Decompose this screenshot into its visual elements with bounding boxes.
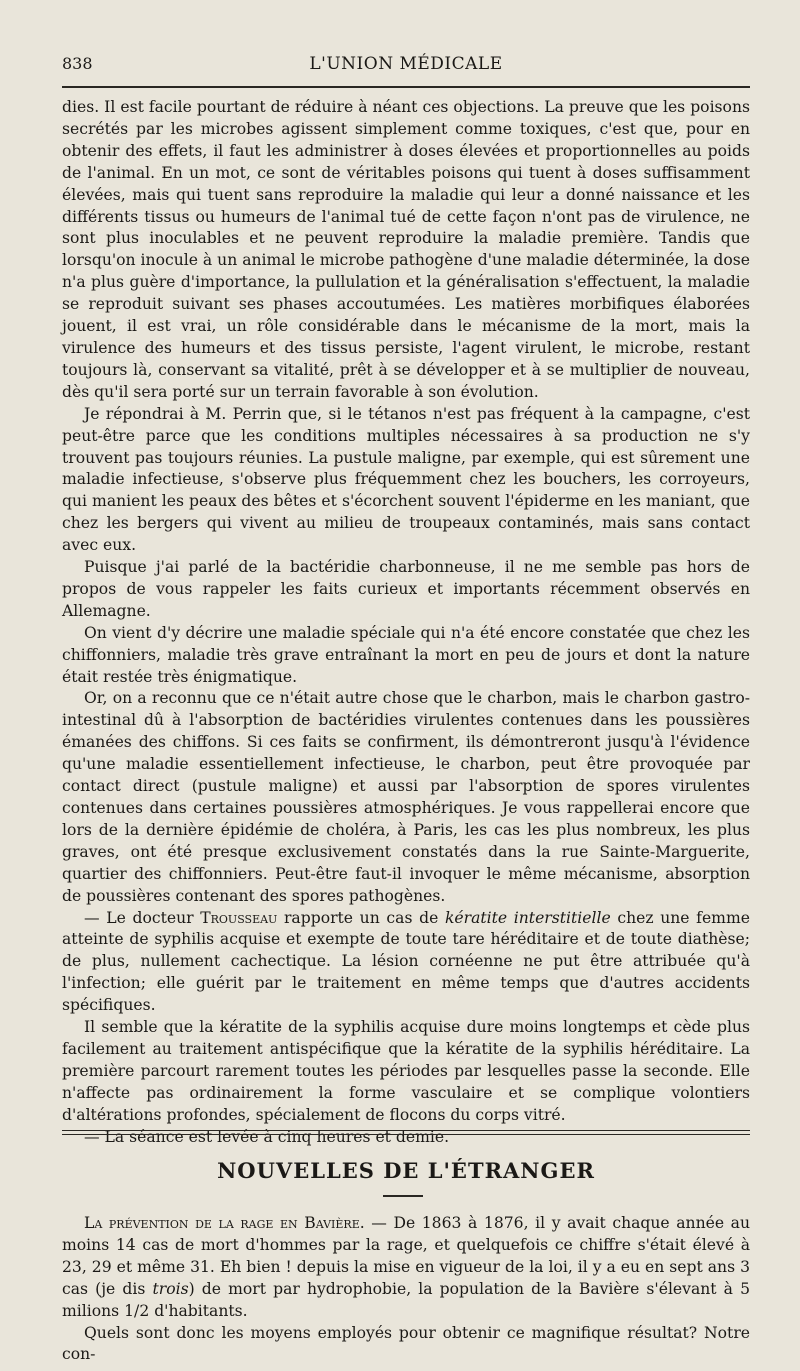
paragraph: — La séance est levée à cinq heures et demie. [84,1127,450,1146]
paragraph: On vient d'y décrire une maladie spéciale qui n'a été encore constatée que chez les chiffonniers, maladie très grave entraînant la mort en peu de jours et dont la nature était restée très énigmatique. [62,623,750,686]
paragraph [62,908,750,1018]
paragraph: Quels sont donc les moyens employés pour obtenir ce magnifique résultat? Notre con- [62,1323,750,1364]
emphasis: kératite interstitielle [444,908,611,927]
paragraph: Or, on a reconnu que ce n'était autre chose que le charbon, mais le charbon gastro-intestinal dû à l'absorption de bactéridies virulentes contenues dans les poussières émanées des chiffons. Si ces faits se confirment, ils démontreront jusqu'à l'évidence qu'une maladie essentiellement infectieuse, le charbon, peut être provoquée par contact direct (pustule maligne) et aussi par l'absorption de spores virulentes contenues dans certaines poussières atmosphériques. Je vous rappellerai encore que lors de la dernière épidémie de choléra, à Paris, les cas les plus nombreux, les plus graves, ont été presque exclusivement constatés dans la rue Sainte-Marguerite, quartier des chiffonniers. Peut-être faut-il invoquer le même mécanisme, absorption de poussières contenant des spores pathogènes. [62,689,750,905]
section-separator [62,1130,750,1135]
emphasis: trois [152,1279,189,1298]
section-title: NOUVELLES DE L'ÉTRANGER [217,1158,595,1183]
text-run: rapporte un cas de [277,908,445,927]
paragraph: Il semble que la kératite de la syphilis acquise dure moins longtemps et cède plus facilement au traitement antispécifique que la kératite de la syphilis héréditaire. La première parcourt rarement toutes les périodes par lesquelles passe la seconde. Elle n'affecte pas ordinairement la forme vasculaire et se complique volontiers d'altérations profondes, spécialement de flocons du corps vitré. [62,1018,750,1124]
text-run: — De 1863 à 1876, il y avait chaque année au moins 14 cas de mort d'hommes par la rage, et quelquefois ce chiffre s'était élevé à 23, 29 et même 31. Eh bien ! depuis la mise en vigueur de la loi, il y a eu en sept ans 3 cas (je dis [62,1214,751,1298]
paragraph: dies. Il est facile pourtant de réduire à néant ces objections. La preuve que les poisons secrétés par les microbes agissent simplement comme toxiques, c'est que, pour en obtenir des effets, il faut les administrer à doses élevées et proportionnelles au poids de l'animal. En un mot, ce sont de véritables poisons qui tuent à doses suffisamment élevées, mais qui tuent sans reproduire la maladie qui leur a donné naissance et les différents tissus ou humeurs de l'animal tué de cette façon n'ont pas de virulence, ne sont plus inoculables et ne peuvent reproduire la maladie première. Tandis que lorsqu'on inocule à un animal le microbe pathogène d'une maladie déterminée, la dose n'a plus guère d'importance, la pullulation et la généralisation s'effectuent, la maladie se reproduit suivant ses phases accoutumées. Les matières morbifiques élaborées jouent, il est vrai, un rôle considérable dans le mécanisme de la mort, mais la virulence des humeurs et des tissus persiste, l'agent virulent, le microbe, restant toujours là, conservant sa vitalité, prêt à se développer et à se multiplier de nouveau, dès qu'il sera porté sur un terrain favorable à son évolution. [62,98,750,401]
paragraph: Puisque j'ai parlé de la bactéridie charbonneuse, il ne me semble pas hors de propos de vous rappeler les faits curieux et importants récemment observés en Allemagne. [62,558,750,620]
text-run: chez une femme atteinte de syphilis acquise et exempte de toute tare héréditaire et de toute diathèse; de plus, nullement cachectique. La lésion cornéenne ne put être attribuée qu'à l'infection; elle guérit par le traitement en même temps que d'autres accidents spécifiques. [62,908,750,1015]
article-body [62,97,750,1149]
text-run: — Le docteur [84,908,201,927]
paragraph: Je répondrai à M. Perrin que, si le tétanos n'est pas fréquent à la campagne, c'est peut-être parce que les conditions multiples nécessaires à sa production ne s'y trouvent pas toujours réunies. La pustule maligne, par exemple, qui est sûrement une maladie infectieuse, s'observe plus fréquemment chez les bouchers, les corroyeurs, qui manient les peaux des bêtes et s'écorchent souvent l'épiderme en les maniant, que chez les bergers qui vivent au milieu de troupeaux contaminés, mais sans contact avec eux. [62,404,750,555]
news-lead-heading: La prévention de la rage en Bavière. [84,1214,365,1232]
page-number: 838 [62,54,93,73]
journal-title: L'UNION MÉDICALE [309,54,503,74]
text-run: ) de mort par hydrophobie, la population de la Bavière s'élevant à 5 milions 1/2 d'habitants. [62,1279,751,1320]
news-body [62,1213,750,1366]
title-rule [383,1195,423,1197]
author-name: Trousseau [200,908,278,927]
header-rule [62,86,750,88]
page-header [62,54,750,80]
paragraph [62,1213,750,1323]
